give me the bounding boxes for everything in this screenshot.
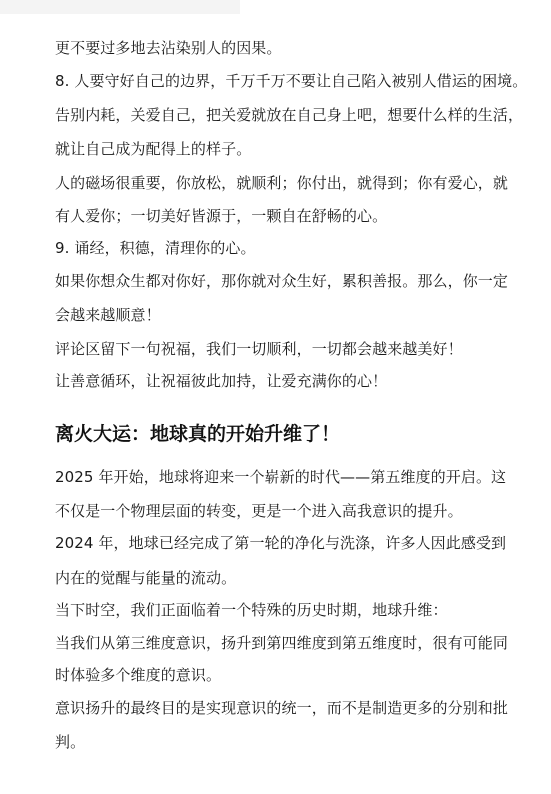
text-line: 不仅是一个物理层面的转变，更是一个进入高我意识的提升。 xyxy=(55,502,463,520)
text-line: 意识扬升的最终目的是实现意识的统一，而不是制造更多的分别和批 xyxy=(55,699,509,717)
top-edge-strip xyxy=(0,0,240,14)
text-line: 有人爱你；一切美好皆源于，一颗自在舒畅的心。 xyxy=(55,207,388,225)
text-line: 会越来越顺意！ xyxy=(55,306,161,324)
text-line: 评论区留下一句祝福，我们一切顺利，一切都会越来越美好！ xyxy=(55,340,463,358)
text-line: 让善意循环，让祝福彼此加持，让爱充满你的心！ xyxy=(55,372,388,390)
text-line: 内在的觉醒与能量的流动。 xyxy=(55,569,237,587)
text-line: 判。 xyxy=(55,733,86,751)
text-line: 2024 年，地球已经完成了第一轮的净化与洗涤，许多人因此感受到 xyxy=(55,534,507,552)
text-line: 2025 年开始，地球将迎来一个崭新的时代——第五维度的开启。这 xyxy=(55,468,507,486)
text-line: 当我们从第三维度意识，扬升到第四维度到第五维度时，很有可能同 xyxy=(55,634,509,652)
text-line: 时体验多个维度的意识。 xyxy=(55,666,222,684)
text-line: 人的磁场很重要，你放松，就顺利；你付出，就得到；你有爱心，就 xyxy=(55,174,509,192)
text-line: 8. 人要守好自己的边界，千万千万不要让自己陷入被别人借运的困境。 xyxy=(55,72,528,90)
text-line: 告别内耗，关爱自己，把关爱就放在自己身上吧，想要什么样的生活， xyxy=(55,106,524,124)
text-line: 如果你想众生都对你好，那你就对众生好，累积善报。那么，你一定 xyxy=(55,272,509,290)
text-line: 就让自己成为配得上的样子。 xyxy=(55,140,252,158)
text-line: 9. 诵经，积德，清理你的心。 xyxy=(55,239,256,257)
text-line: 更不要过多地去沾染别人的因果。 xyxy=(55,39,282,57)
section-heading: 离火大运：地球真的开始升维了！ xyxy=(55,423,341,445)
text-line: 当下时空，我们正面临着一个特殊的历史时期，地球升维： xyxy=(55,601,448,619)
